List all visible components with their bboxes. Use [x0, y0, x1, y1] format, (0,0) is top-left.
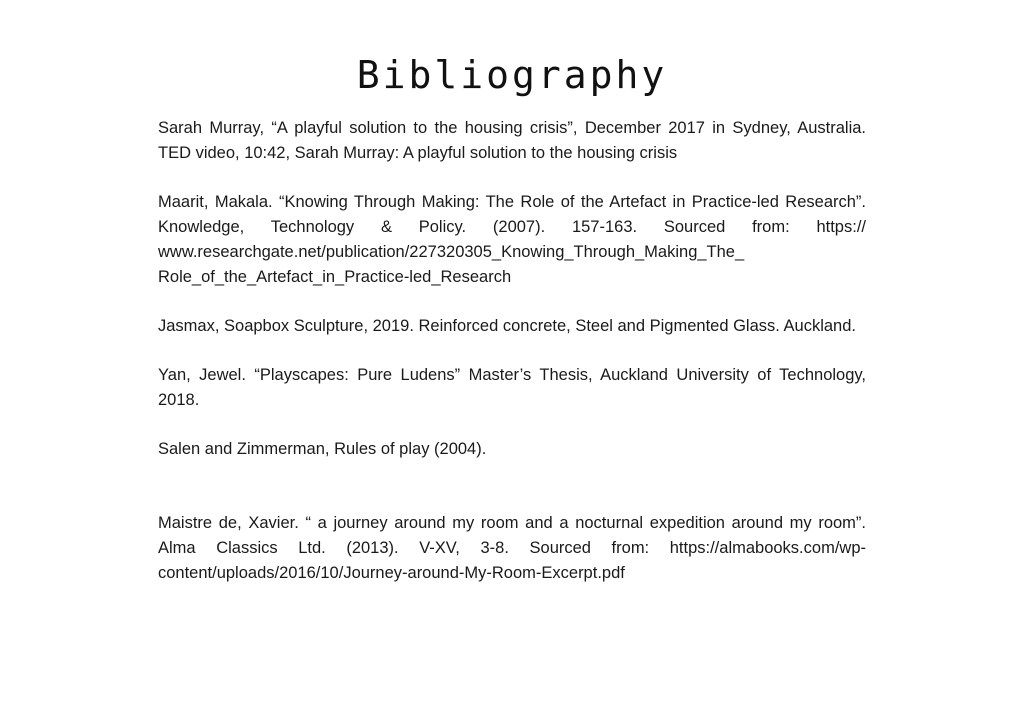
bibliography-entry-4: Yan, Jewel. “Playscapes: Pure Ludens” Master’s Thesis, Auckland University of Technology, 2018.: [158, 366, 866, 409]
bibliography-list: [158, 116, 866, 586]
bibliography-entry-5: Salen and Zimmerman, Rules of play (2004).: [158, 440, 487, 458]
bibliography-entry-6: Maistre de, Xavier. “ a journey around my room and a nocturnal expedition around my room”. Alma Classics Ltd. (2013). V-XV, 3-8. Sourced from: https://almabooks.com/wp-content/uploads/2016/10/Journey-around-My-Room-Excerpt.pdf: [158, 514, 866, 582]
bibliography-entry-3: Jasmax, Soapbox Sculpture, 2019. Reinforced concrete, Steel and Pigmented Glass. Auckland.: [158, 317, 856, 335]
bibliography-entry-2: Maarit, Makala. “Knowing Through Making: The Role of the Artefact in Practice-led Research”. Knowledge, Technology & Policy. (2007). 157-163. Sourced from: https:// www.researchgate.net/publication/227320305_Knowing_Through_Making_The_ Role_of_the_Artefact_in_Practice-led_Research: [158, 193, 866, 286]
bibliography-entry-1: Sarah Murray, “A playful solution to the housing crisis”, December 2017 in Sydney, Australia. TED video, 10:42, Sarah Murray: A playful solution to the housing crisis: [158, 119, 866, 162]
page-title: Bibliography: [356, 53, 668, 97]
